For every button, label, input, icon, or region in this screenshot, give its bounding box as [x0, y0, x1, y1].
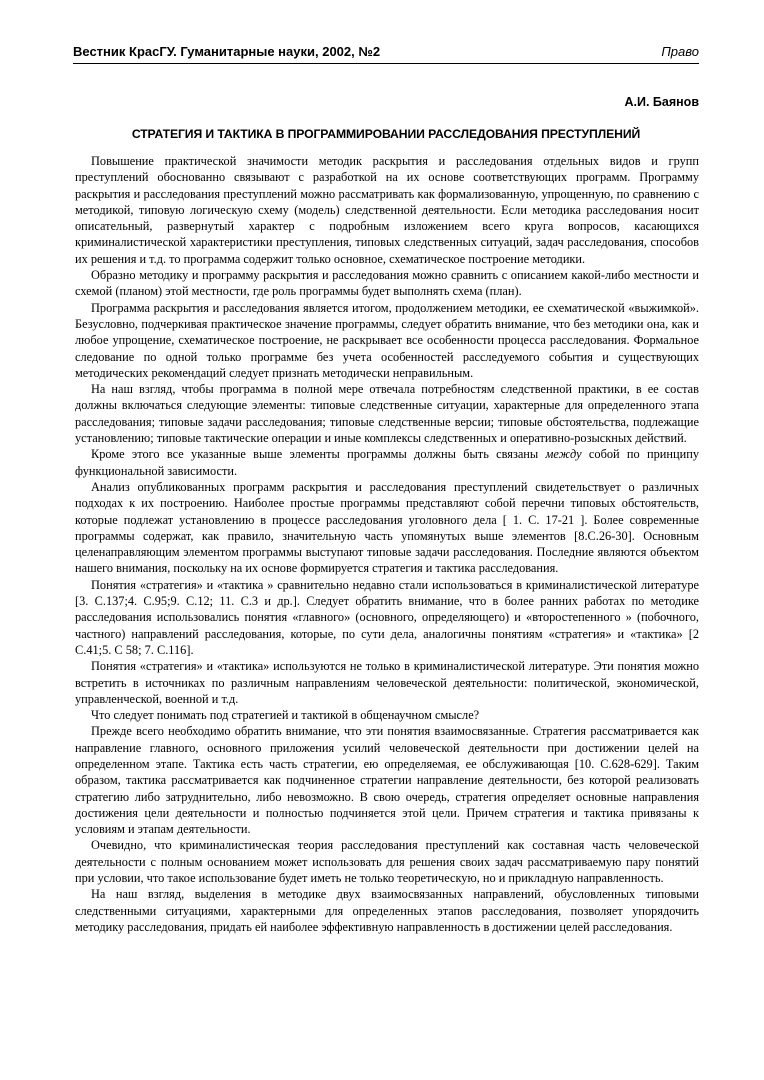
paragraph: Программа раскрытия и расследования является итогом, продолжением методики, ее схематической «выжимкой». Безусловно, подчеркивая практическое значение программы, следует обратить внимание, что без методики она, как и любое упрощение, схематическое построение, не раскрывает все особенности процесса расследования. Формальное следование по одной только программе без учета особенностей расследуемого события и существующих методических рекомендаций следует признать методически неправильным.	[75, 300, 699, 380]
author-name: А.И. Баянов	[624, 95, 699, 109]
paragraph: Образно методику и программу раскрытия и расследования можно сравнить с описанием какой-либо местности и схемой (планом) этой местности, где роль программы будет выполнять схема (план).	[75, 268, 699, 299]
paragraph-text: собой по принципу функциональной зависимости.	[75, 447, 699, 478]
paragraph: Повышение практической значимости методик раскрытия и расследования отдельных видов и групп преступлений обоснованно связывают с разработкой на их основе соответствующих программ. Программу раскрытия и расследования преступлений можно рассматривать как формализованную, упрощенную, по сравнению с методикой, типовую логическую схему (модель) следственной деятельности. Если методика расследования носит описательный, развернутый характер с подробным изложением всего круга вопросов, касающихся криминалистической характеристики преступления, типовых следственных ситуаций, задач расследования, способов их решения и т.д. то программа содержит только основное, схематическое построение методики.	[75, 154, 699, 266]
paragraph	[75, 446, 699, 479]
paragraph: Понятия «стратегия» и «тактика » сравнительно недавно стали использоваться в криминалистической литературе [3. С.137;4. С.95;9. С.12; 11. С.3 и др.]. Следует обратить внимание, что в более ранних работах по методике расследования использовались понятия «главного» (основного, определяющего) и «второстепенного » (побочного, частного) направлений расследования, которые, по сути дела, аналогичны понятиям «стратегия» и «тактика» [2 С.41;5. С 58; 7. С.116].	[75, 577, 699, 657]
article-title: СТРАТЕГИЯ И ТАКТИКА В ПРОГРАММИРОВАНИИ РАССЛЕДОВАНИЯ ПРЕСТУПЛЕНИЙ	[131, 127, 641, 141]
paragraph: На наш взгляд, чтобы программа в полной мере отвечала потребностям следственной практики, в ее состав должны включаться следующие элементы: типовые следственные ситуации, характерные для определенного этапа расследования; типовые задачи расследования; типовые следственные версии; типовые обстоятельства, подлежащие установлению; типовые тактические операции и иные комплексы следственных и оперативно-розыскных действий.	[75, 382, 699, 446]
paragraph: Что следует понимать под стратегией и тактикой в общенаучном смысле?	[91, 708, 480, 723]
paragraph: Очевидно, что криминалистическая теория расследования преступлений как составная часть человеческой деятельности с полным основанием может использовать для решения своих задач рассматриваемую пару понятий при условии, что такое использование будет иметь не только теоретическую, но и прикладную направленность.	[75, 838, 699, 886]
paragraph: На наш взгляд, выделения в методике двух взаимосвязанных направлений, обусловленных типовыми следственными ситуациями, характерными для определенных этапов расследования, позволяет упорядочить методику расследования, придать ей наиболее эффективную направленность в достижении целей расследования.	[75, 887, 699, 934]
paragraph: Прежде всего необходимо обратить внимание, что эти понятия взаимосвязанные. Стратегия рассматривается как направление главного, основного приложения усилий человеческой деятельности при достижении целей на определенном этапе. Тактика есть часть стратегии, ею определяемая, ее обслуживающая [10. С.628-629]. Таким образом, тактика рассматривается как подчиненное стратегии направление деятельности, без которой реализовать стратегию либо затруднительно, либо невозможно. В свою очередь, стратегия определяет основные направления достижения цели деятельности и полностью подчиняется этой цели. Причем стратегия и тактика привязаны к условиям и этапам деятельности.	[75, 724, 699, 837]
paragraph: Анализ опубликованных программ раскрытия и расследования преступлений свидетельствует о различных подходах к их построению. Наиболее простые программы представляют собой перечни типовых обстоятельств, которые подлежат установлению в процессе расследования уголовного дела [ 1. С. 17-21 ]. Более современные программы содержат, как правило, значительную часть упомянутых выше элементов [8.С.26-30]. Основным целенаправляющим элементом программы выступают типовые задачи расследования. Последние являются объектом нашего внимания, поскольку на их основе формируется стратегия и тактика расследования.	[75, 479, 699, 576]
section-name: Право	[661, 44, 699, 59]
emphasis-text: между	[545, 447, 582, 462]
header-rule	[73, 63, 699, 64]
journal-name: Вестник КрасГУ. Гуманитарные науки, 2002, №2	[73, 44, 381, 59]
paragraph-text: Кроме этого все указанные выше элементы программы должны быть связаны	[91, 447, 546, 462]
article-body	[75, 153, 699, 935]
running-header	[73, 44, 699, 64]
paragraph: Понятия «стратегия» и «тактика» используются не только в криминалистической литературе. Эти понятия можно встретить в источниках по различным направлениям человеческой деятельности: политической, экономической, управленческой, военной и т.д.	[75, 659, 699, 706]
